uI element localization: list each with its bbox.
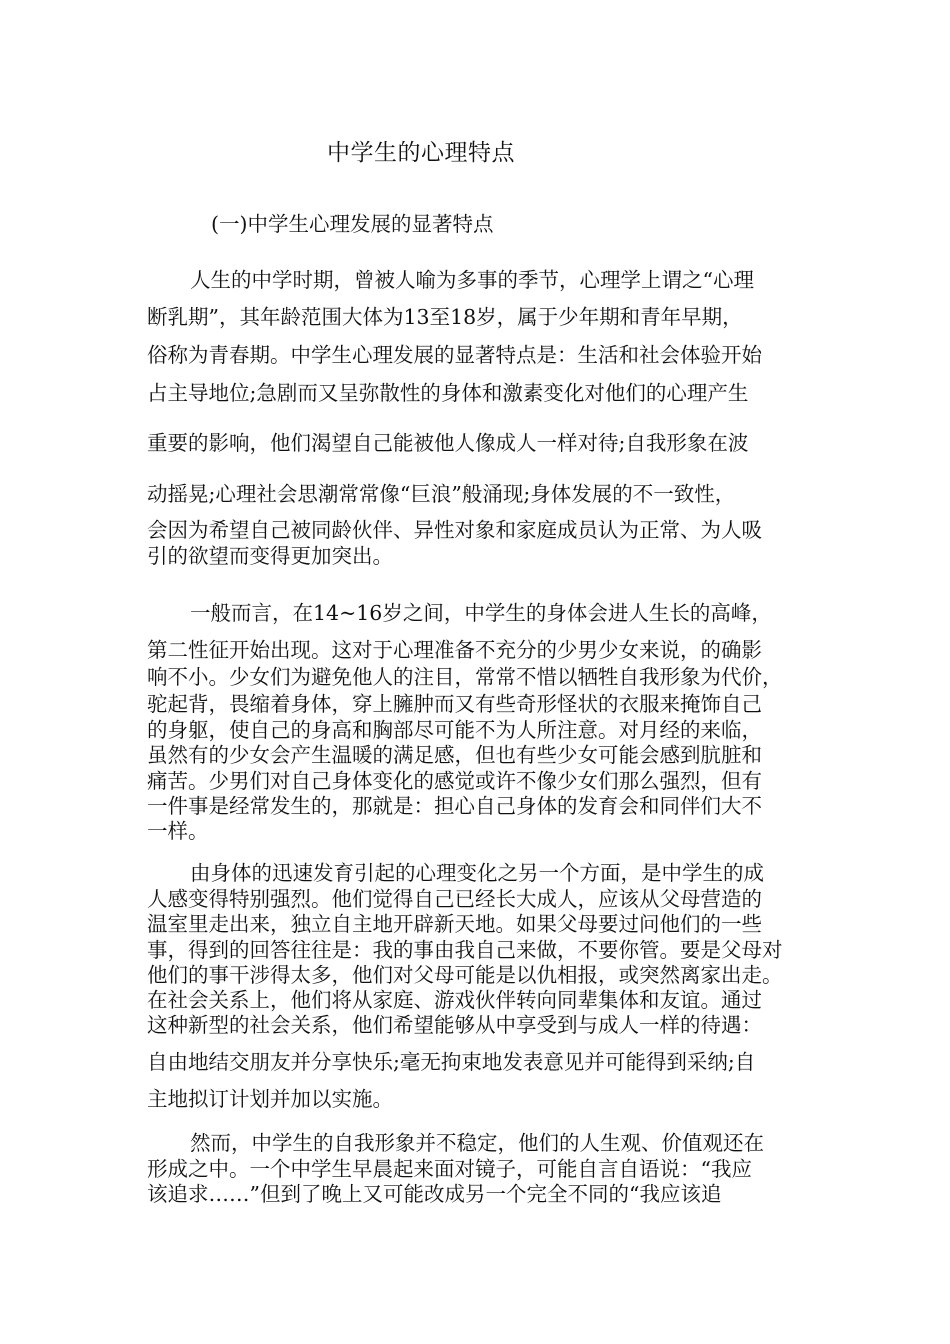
paragraph-line: 人生的中学时期，曾被人喻为多事的季节，心理学上谓之“心理 (190, 268, 754, 292)
paragraph-line: 会因为希望自己被同龄伙伴、异性对象和家庭成员认为正常、为人吸 (147, 518, 762, 542)
page-title: 中学生的心理特点 (327, 140, 515, 166)
paragraph-line: 人感变得特别强烈。他们觉得自己已经长大成人，应该从父母营造的 (147, 887, 762, 911)
paragraph-line: 动摇晃;心理社会思潮常常像“巨浪”般涌现;身体发展的不一致性， (147, 482, 736, 506)
paragraph-line: 一件事是经常发生的，那就是：担心自己身体的发育会和同伴们大不 (147, 794, 762, 818)
paragraph-line: 温室里走出来，独立自主地开辟新天地。如果父母要过问他们的一些 (147, 912, 762, 936)
paragraph-line: 形成之中。一个中学生早晨起来面对镜子，可能自言自语说：“我应 (147, 1157, 752, 1181)
paragraph-line: 痛苦。少男们对自己身体变化的感觉或许不像少女们那么强烈，但有 (147, 769, 762, 793)
paragraph-line: 重要的影响，他们渴望自己能被他人像成人一样对待;自我形象在波 (147, 431, 749, 455)
paragraph-line: 主地拟订计划并加以实施。 (147, 1087, 393, 1111)
section-heading: (一)中学生心理发展的显著特点 (211, 212, 494, 236)
paragraph-line: 引的欲望而变得更加突出。 (147, 544, 393, 568)
paragraph-line: 第二性征开始出现。这对于心理准备不充分的少男少女来说，的确影 (147, 638, 762, 662)
paragraph-line: 驼起背，畏缩着身体，穿上臃肿而又有些奇形怪状的衣服来掩饰自己 (147, 692, 762, 716)
paragraph-line: 事，得到的回答往往是：我的事由我自己来做，不要你管。要是父母对 (147, 938, 783, 962)
paragraph-line: 这种新型的社会关系，他们希望能够从中享受到与成人一样的待遇： (147, 1013, 762, 1037)
paragraph-line: 断乳期”，其年龄范围大体为13至18岁，属于少年期和青年早期， (147, 305, 743, 329)
paragraph-line: 然而，中学生的自我形象并不稳定，他们的人生观、价值观还在 (190, 1131, 764, 1155)
paragraph-line: 一样。 (147, 819, 209, 843)
paragraph-line: 虽然有的少女会产生温暖的满足感，但也有些少女可能会感到肮脏和 (147, 743, 762, 767)
paragraph-line: 由身体的迅速发育引起的心理变化之另一个方面，是中学生的成 (190, 861, 764, 885)
paragraph-line: 自由地结交朋友并分享快乐;毫无拘束地发表意见并可能得到采纳;自 (147, 1050, 756, 1074)
paragraph-line: 响不小。少女们为避免他人的注目，常常不惜以牺牲自我形象为代价， (147, 665, 783, 689)
paragraph-line: 他们的事干涉得太多，他们对父母可能是以仇相报，或突然离家出走。 (147, 963, 783, 987)
paragraph-line: 在社会关系上，他们将从家庭、游戏伙伴转向同辈集体和友谊。通过 (147, 988, 762, 1012)
paragraph-line: 的身躯，使自己的身高和胸部尽可能不为人所注意。对月经的来临， (147, 718, 762, 742)
paragraph-line: 占主导地位;急剧而又呈弥散性的身体和激素变化对他们的心理产生 (147, 381, 749, 405)
paragraph-line: 俗称为青春期。中学生心理发展的显著特点是：生活和社会体验开始 (147, 343, 762, 367)
paragraph-line: 一般而言，在14~16岁之间，中学生的身体会进人生长的高峰， (190, 601, 772, 625)
paragraph-line: 该追求……”但到了晚上又可能改成另一个完全不同的“我应该追 (147, 1182, 722, 1206)
